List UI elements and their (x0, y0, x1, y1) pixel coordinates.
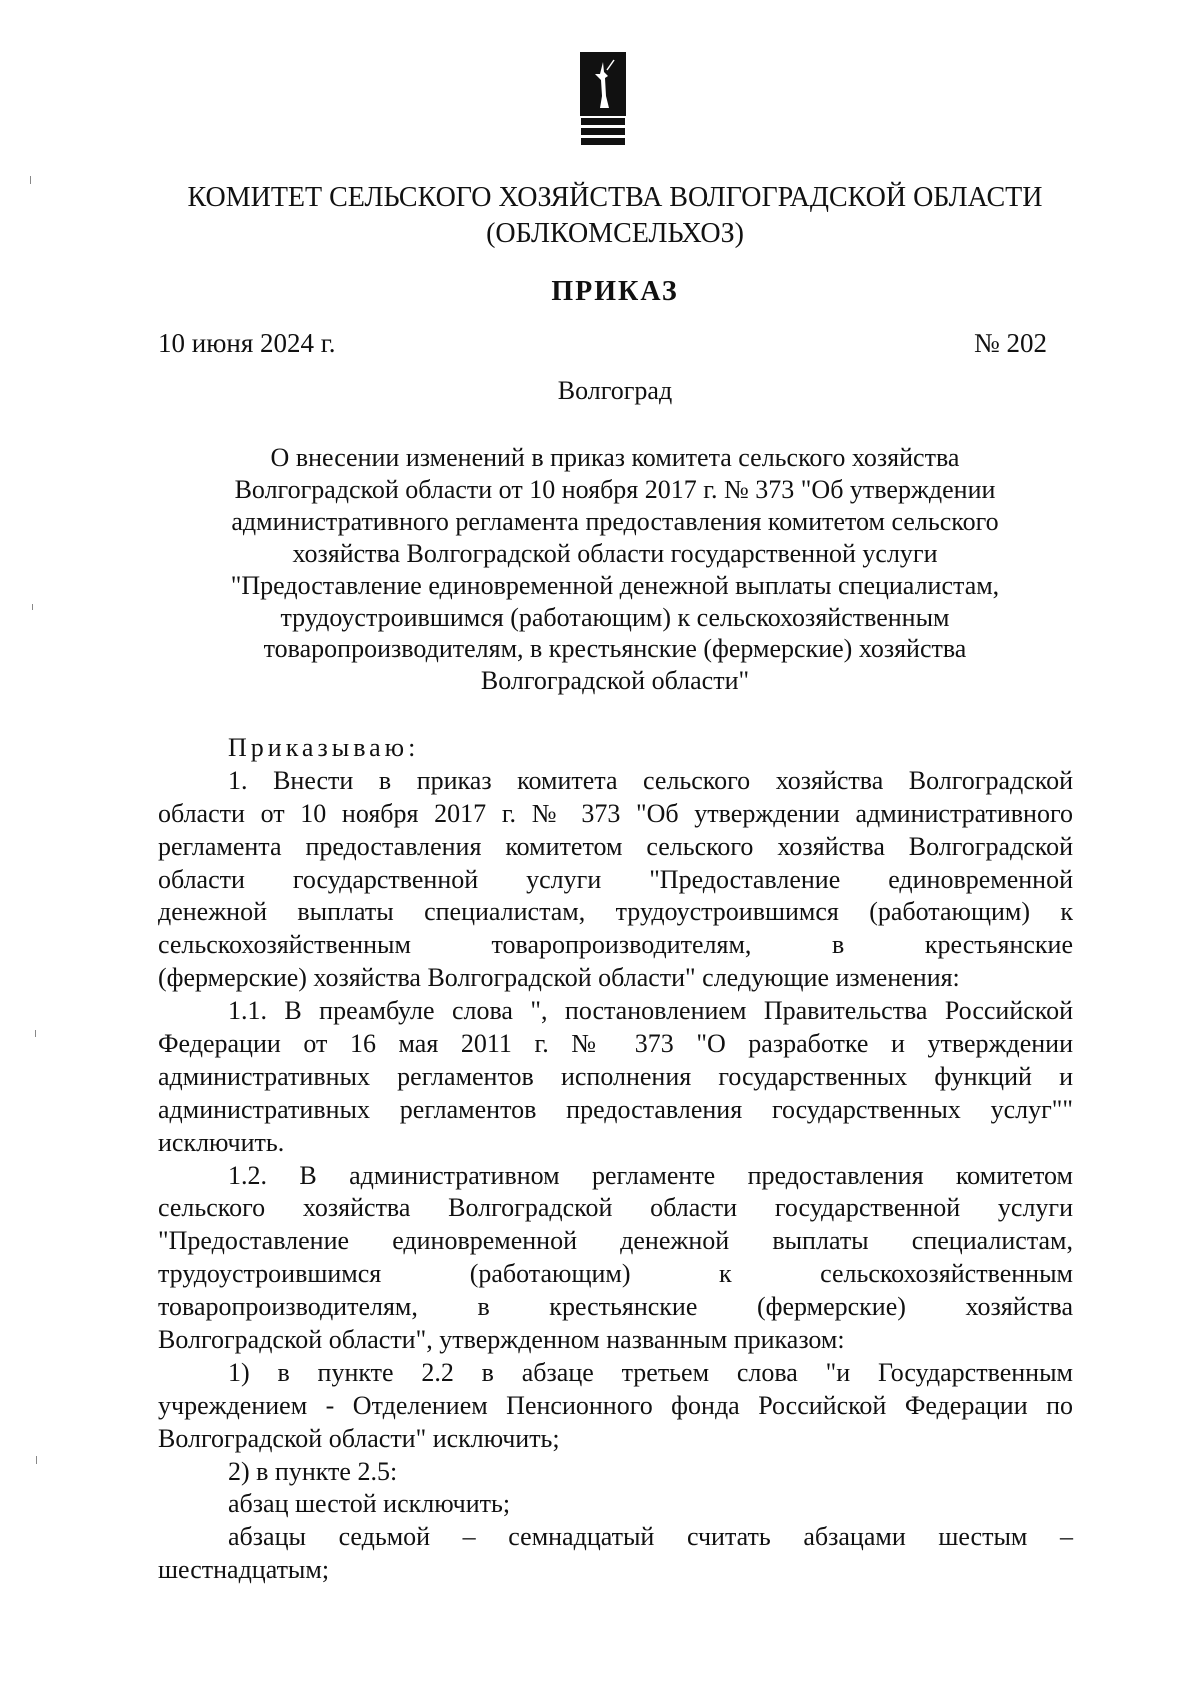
scan-mark (30, 176, 31, 184)
subject-line: административного регламента предоставления комитетом сельского (231, 506, 999, 536)
body-line: регламента предоставления комитетом сельского хозяйства Волгоградской (158, 831, 1073, 861)
body-line: денежной выплаты специалистам, трудоустроившимся (работающим) к (158, 897, 1073, 927)
body-line: шестнадцатым; (158, 1555, 330, 1585)
body-line: трудоустроившимся (работающим) к сельскохозяйственным (158, 1259, 1073, 1289)
scan-mark (36, 1456, 37, 1464)
scan-mark (32, 604, 33, 610)
body-line: товаропроизводителям, в крестьянские (фермерские) хозяйства (158, 1292, 1073, 1322)
body-line: исключить. (158, 1127, 285, 1157)
body-line: Волгоградской области", утвержденном названным приказом: (158, 1325, 845, 1355)
order-date: 10 июня 2024 г. (158, 328, 336, 358)
body-line: (фермерские) хозяйства Волгоградской области" следующие изменения: (158, 963, 960, 993)
subject-line: Волгоградской области" (480, 666, 750, 696)
body-line: 1.2. В административном регламенте предоставления комитетом (228, 1160, 1073, 1190)
body-line: 1. Внести в приказ комитета сельского хозяйства Волгоградской (228, 765, 1073, 795)
body-line: сельского хозяйства Волгоградской области государственной услуги (158, 1193, 1073, 1223)
body-line: абзацы седьмой – семнадцатый считать абзацами шестым – (228, 1522, 1073, 1552)
order-subject (150, 442, 1080, 697)
order-number: № 202 (973, 328, 1047, 358)
body-line: области от 10 ноября 2017 г. № 373 "Об утверждении административного (158, 798, 1073, 828)
body-line: сельскохозяйственным товаропроизводителям, в крестьянские (158, 930, 1073, 960)
subject-line: Волгоградской области от 10 ноября 2017 г. № 373 "Об утверждении (234, 474, 996, 504)
order-city: Волгоград (557, 376, 673, 405)
organization-name: КОМИТЕТ СЕЛЬСКОГО ХОЗЯЙСТВА ВОЛГОГРАДСКОЙ ОБЛАСТИ (187, 182, 1043, 213)
volgograd-coat-of-arms-emblem (580, 52, 626, 148)
body-line: "Предоставление единовременной денежной выплаты специалистам, (158, 1226, 1073, 1256)
subject-line: "Предоставление единовременной денежной выплаты специалистам, (230, 570, 1000, 600)
subject-line: товаропроизводителям, в крестьянские (фермерские) хозяйства (263, 634, 967, 664)
body-line: 1) в пункте 2.2 в абзаце третьем слова "и Государственным (228, 1357, 1073, 1387)
body-line: Федерации от 16 мая 2011 г. № 373 "О разработке и утверждении (158, 1029, 1073, 1059)
body-line: административных регламентов предоставления государственных услуг"" (158, 1094, 1073, 1124)
subject-line: трудоустроившимся (работающим) к сельскохозяйственным (280, 602, 950, 632)
organization-abbreviation: (ОБЛКОМСЕЛЬХОЗ) (486, 218, 744, 249)
body-line: 2) в пункте 2.5: (228, 1456, 398, 1486)
body-line: Волгоградской области" исключить; (158, 1423, 560, 1453)
subject-line: О внесении изменений в приказ комитета сельского хозяйства (270, 443, 960, 472)
body-line: Приказываю: (228, 733, 420, 762)
body-line: учреждением - Отделением Пенсионного фонда Российской Федерации по (158, 1390, 1073, 1420)
body-line: административных регламентов исполнения государственных функций и (158, 1061, 1073, 1091)
body-line: абзац шестой исключить; (228, 1489, 511, 1519)
order-body (158, 732, 1073, 1587)
scan-mark (35, 1030, 36, 1037)
subject-line: хозяйства Волгоградской области государственной услуги (292, 538, 938, 568)
body-line: 1.1. В преамбуле слова ", постановлением Правительства Российской (228, 996, 1073, 1026)
document-type-title: ПРИКАЗ (551, 276, 679, 307)
body-line: области государственной услуги "Предоставление единовременной (158, 864, 1073, 894)
